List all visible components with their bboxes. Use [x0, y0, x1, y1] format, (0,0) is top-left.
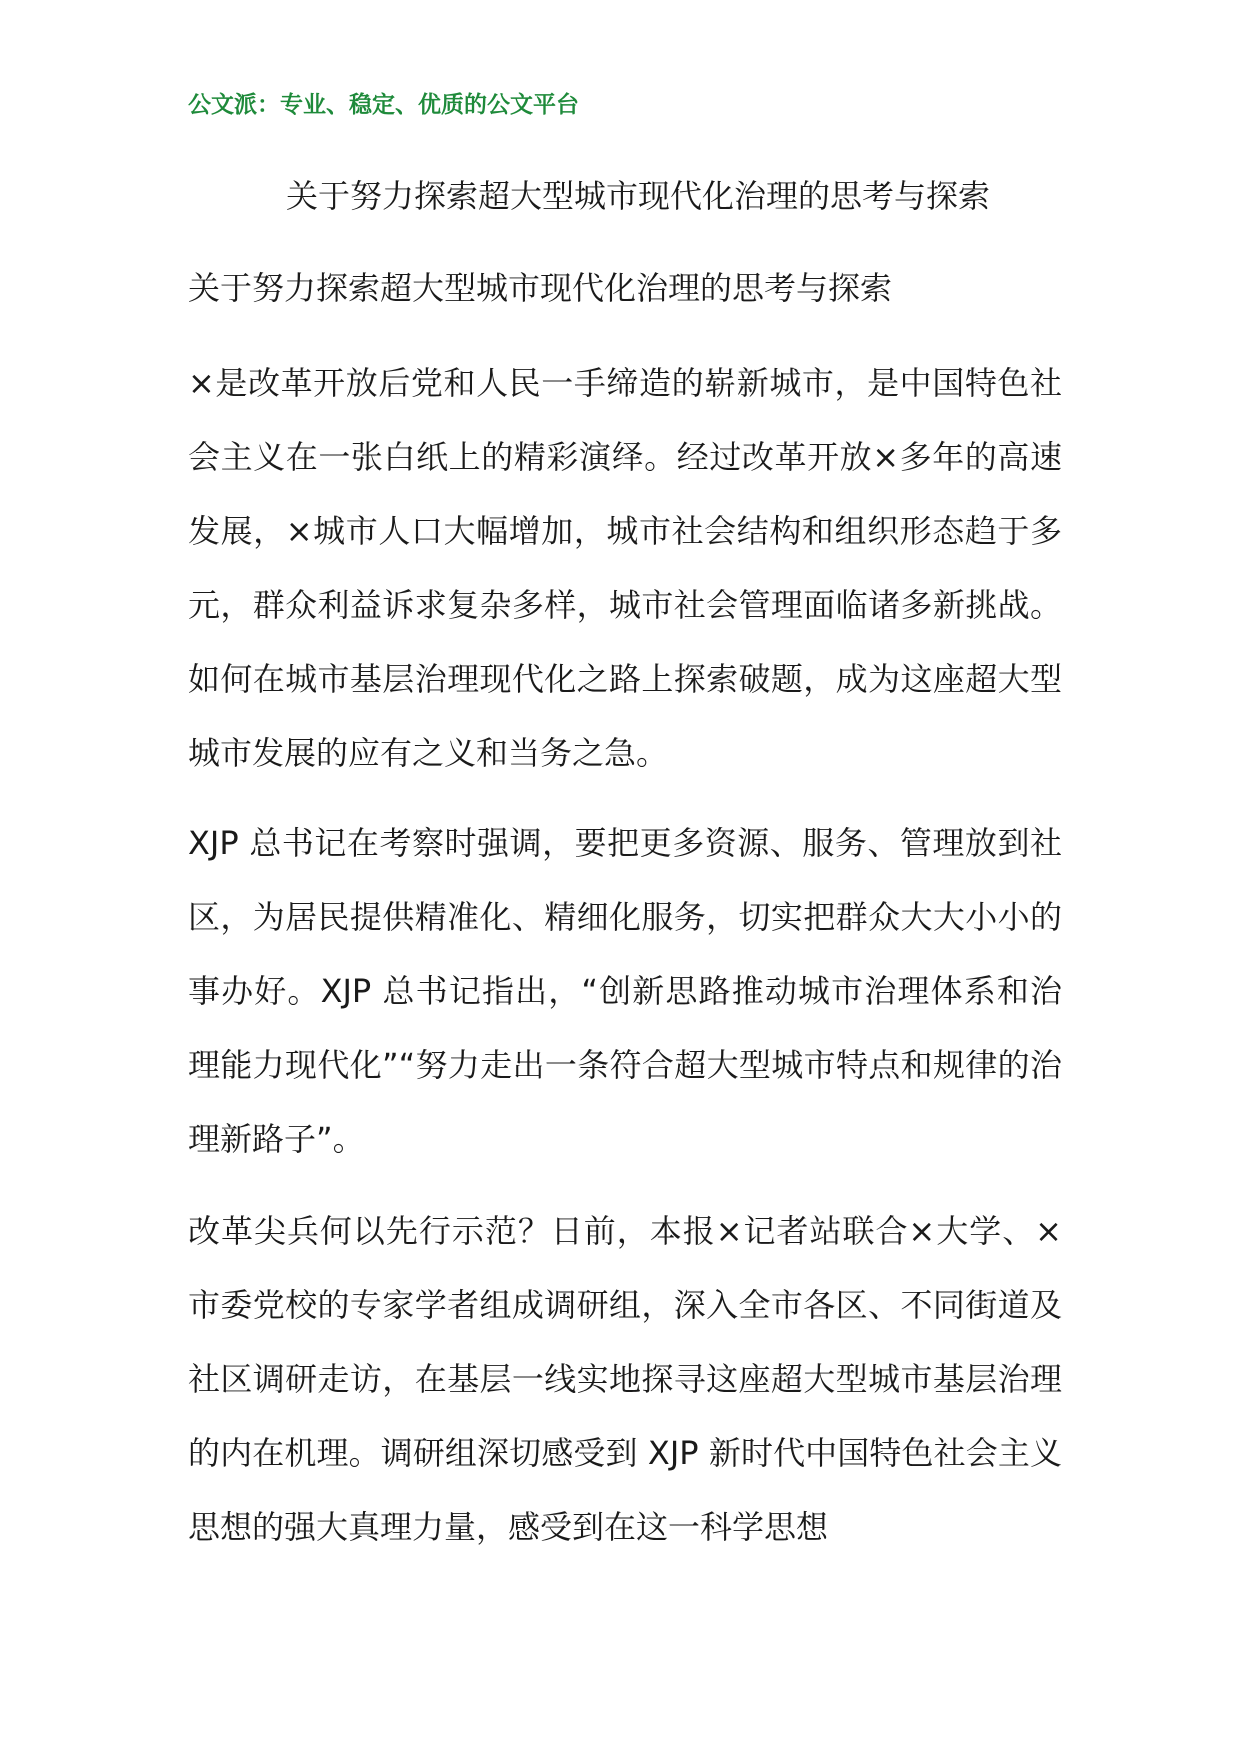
- body-paragraph-2: XJP 总书记在考察时强调，要把更多资源、服务、管理放到社区，为居民提供精准化、精细化服务，切实把群众大大小小的事办好。XJP 总书记指出，“创新思路推动城市治理体系和治理能力现代化”“努力走出一条符合超大型城市特点和规律的治理新路子”。: [188, 824, 1062, 1158]
- body-paragraph-3: 改革尖兵何以先行示范？日前，本报×记者站联合×大学、×市委党校的专家学者组成调研组，深入全市各区、不同街道及社区调研走访，在基层一线实地探寻这座超大型城市基层治理的内在机理。调研组深切感受到 XJP 新时代中国特色社会主义思想的强大真理力量，感受到在这一科学思想: [188, 1212, 1062, 1546]
- document-subtitle: 关于努力探索超大型城市现代化治理的思考与探索: [188, 269, 893, 307]
- body-paragraph-1: ×是改革开放后党和人民一手缔造的崭新城市，是中国特色社会主义在一张白纸上的精彩演绎。经过改革开放×多年的高速发展，×城市人口大幅增加，城市社会结构和组织形态趋于多元，群众利益诉求复杂多样，城市社会管理面临诸多新挑战。如何在城市基层治理现代化之路上探索破题，成为这座超大型城市发展的应有之义和当务之急。: [188, 364, 1062, 772]
- document-title: 关于努力探索超大型城市现代化治理的思考与探索: [286, 177, 991, 215]
- header-banner: 公文派：专业、稳定、优质的公文平台: [188, 92, 579, 118]
